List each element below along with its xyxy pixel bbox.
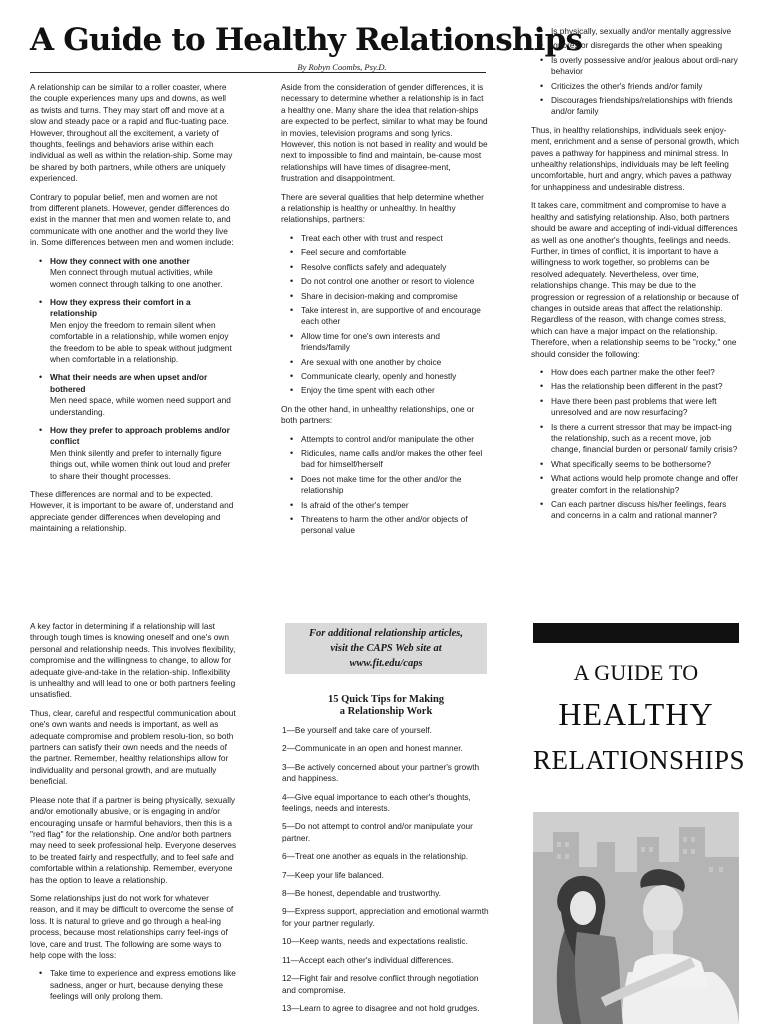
- tip-item: 7—Keep your life balanced.: [282, 869, 384, 880]
- tip-item: 3—Be actively concerned about your partner's growth and happiness.: [282, 761, 480, 784]
- list-item: • Have there been past problems that were left unresolved and are now resurfacing?: [551, 396, 741, 419]
- column-4: [30, 621, 238, 1024]
- list-item: • Is afraid of the other's temper: [301, 500, 489, 511]
- list-item: • Share in decision-making and compromise: [301, 291, 489, 302]
- page-title: A Guide to Healthy Relationships: [30, 22, 583, 58]
- questions-list: [531, 367, 741, 522]
- list-item: • Enjoy the time spent with each other: [301, 385, 489, 396]
- caps-url: www.fit.edu/caps: [349, 658, 423, 669]
- list-item-heading: • What their needs are when upset and/or bothered: [50, 372, 208, 394]
- paragraph: Thus, clear, careful and respectful communication about one's own wants and needs is important, as well as adequate compromise and problem resolu-tion, so both partners can satisfy their own needs and the needs of the partner. Remember, healthy relationships allow for individuality and personal growth, and are mutually beneficial.: [30, 707, 236, 787]
- byline: By Robyn Coombs, Psy.D.: [297, 62, 387, 72]
- cover-title-line: RELATIONSHIPS: [533, 745, 746, 775]
- list-item: • Discourages friendships/relationships with friends and/or family: [551, 95, 741, 118]
- paragraph: A relationship can be similar to a roller coaster, where the couple experiences many ups and downs, as well as twists and turns. They may start off and move at a slow and steady pace or a rapid and fluc-tuating pace. However, throughout all the excitement, a variety of thoughts, feelings and behaviors arise within each individual as well as within the relation-ship. Some may be shared by both partners, while others are uniquely experienced.: [30, 82, 233, 184]
- tip-item: 13—Learn to agree to disagree and not hold grudges.: [282, 1002, 480, 1013]
- paragraph: Some relationships just do not work for whatever reason, and it may be difficult to overcome the sense of loss. It is natural to grieve and go through a heal-ing process, because most relationships carry feel-ings of love, care and trust. The following are some ways to help cope with the loss:: [30, 892, 234, 960]
- list-item: • How does each partner make the other feel?: [551, 367, 741, 378]
- paragraph: Aside from the consideration of gender differences, it is necessary to determine whether a relationship is in fact a healthy one. Many share the idea that relation-ships are expected to be perfect, similar to what may be found in movies, television programs and song lyrics. However, this notion is not based in reality and would be next to impossible to find and maintain, be-cause most relationships will have times of disagree-ment, frustration and disappointment.: [281, 82, 488, 184]
- tips-heading: [285, 694, 487, 718]
- list-item: • Are sexual with one another by choice: [301, 357, 489, 368]
- paragraph: A key factor in determining if a relationship will last through tough times is knowing oneself and one's own personal and relationship needs. This involves flexibility, compromise and the willingness to change, to allow for adequate give-and-take in the relation-ship. Inflexibility is unhealthy and will lead to one or both partners feeling unsatisfied.: [30, 621, 236, 700]
- list-item: • Treat each other with trust and respect: [301, 233, 489, 244]
- list-item: • Has the relationship been different in the past?: [551, 381, 741, 392]
- tip-item: 2—Communicate in an open and honest manner.: [282, 743, 463, 754]
- tips-heading-line: 15 Quick Tips for Making: [327, 694, 445, 705]
- list-item: • Can each partner discuss his/her feelings, fears and concerns in a calm and rational manner?: [551, 499, 741, 522]
- paragraph: It takes care, commitment and compromise to have a healthy and satisfying relationship. Also, both partners should be aware and accepting of indi-vidual differences as well as one another's thoughts, feelings and needs. Further, in times of conflict, it is important to have a willingness to work together, so problems can be resolved adequately. Nevertheless, over time, relationships change. This may be due to the progression or regression of a relationship or because of changes in outside areas that affect the relationship. Regardless of the reason, with change comes stress, which can have a major impact on the relationship. Therefore, when a relationship seems to be "rocky," one should consider the following:: [531, 200, 739, 359]
- list-item: • Do not control one another or resort to violence: [301, 276, 489, 287]
- tip-item: 5—Do not attempt to control and/or manipulate your partner.: [282, 821, 473, 843]
- list-item-heading: • How they connect with one another: [50, 255, 190, 266]
- list-item: • Ignores or disregards the other when speaking: [551, 40, 741, 51]
- list-item: [50, 425, 236, 482]
- list-item: • Take interest in, are supportive of and encourage each other: [301, 305, 489, 328]
- list-item: • Ridicules, name calls and/or makes the other feel bad for himself/herself: [301, 448, 489, 471]
- cover-bar: [533, 623, 739, 643]
- cover-title-line: A GUIDE TO: [573, 660, 699, 685]
- tip-item: 11—Accept each other's individual differences.: [282, 954, 454, 965]
- list-item: • Criticizes the other's friends and/or family: [551, 81, 741, 92]
- list-item: • Resolve conflicts safely and adequately: [301, 262, 489, 273]
- list-item: • Is physically, sexually and/or mentally aggressive: [551, 26, 741, 37]
- tip-item: 12—Fight fair and resolve conflict through negotiation and compromise.: [282, 973, 479, 995]
- paragraph: These differences are normal and to be expected. However, it is important to be aware of, understand and appreciate gender differences when developing and maintaining a relationship.: [30, 489, 234, 534]
- list-item-heading: • How they express their comfort in a relationship: [50, 296, 191, 319]
- gender-differences-list: [30, 256, 236, 482]
- title-rule: [30, 72, 486, 73]
- tip-item: 6—Treat one another as equals in the relationship.: [282, 851, 469, 862]
- healthy-qualities-list: [281, 233, 489, 397]
- caps-line: For additional relationship articles,: [308, 628, 464, 639]
- list-item: • Allow time for one's own interests and friends/family: [301, 331, 489, 354]
- list-item: • Take time to experience and express emotions like sadness, anger or hurt, because denying these feelings will only prolong them.: [50, 968, 238, 1002]
- paragraph: Contrary to popular belief, men and women are not from different planets. However, gender differences do exist in the manner that men and women relate to, and communicate with one another and the world they live in. Some differences between men and women include:: [30, 191, 234, 248]
- list-item: [50, 372, 236, 418]
- tip-item: 4—Give equal importance to each other's thoughts, feelings, needs and interests.: [282, 791, 471, 814]
- list-item: • Does not make time for the other and/or the relationship: [301, 474, 489, 497]
- paragraph: On the other hand, in unhealthy relationships, one or both partners:: [281, 403, 475, 426]
- list-item: • Is overly possessive and/or jealous about ordi-nary behavior: [551, 55, 741, 78]
- unhealthy-qualities-list: [281, 434, 489, 537]
- list-item-body: Men enjoy the freedom to remain silent when comfortable in a relationship, while women enjoy the freedom to be able to speak without judgment when comfortable in a relationship.: [50, 319, 232, 364]
- list-item-body: Men connect through mutual activities, while women connect through talking to one another.: [50, 267, 223, 289]
- list-item: • What actions would help promote change and offer greater comfort in the relationship?: [551, 473, 741, 496]
- couple-illustration: [533, 812, 739, 1024]
- tips-list: [282, 725, 492, 1021]
- tip-item: 10—Keep wants, needs and expectations realistic.: [282, 936, 468, 947]
- list-item: [50, 256, 236, 290]
- caps-line: visit the CAPS Web site at: [330, 643, 442, 654]
- tip-item: 8—Be honest, dependable and trustworthy.: [282, 888, 441, 899]
- list-item: [50, 297, 236, 365]
- column-1: [30, 82, 236, 542]
- unhealthy-qualities-list-cont: [531, 26, 741, 118]
- list-item: • What specifically seems to be bothersome?: [551, 459, 741, 470]
- column-2: [281, 82, 489, 544]
- list-item: • Attempts to control and/or manipulate the other: [301, 434, 489, 445]
- list-item-body: Men think silently and prefer to internally figure things out, while women think out loud and prefer to share their thought processes.: [50, 447, 231, 481]
- list-item: • Feel secure and comfortable: [301, 247, 489, 258]
- coping-list: [30, 968, 238, 1002]
- list-item-heading: • How they prefer to approach problems and/or conflict: [50, 424, 230, 447]
- tip-item: 9—Express support, appreciation and emotional warmth for your partner regularly.: [282, 906, 489, 928]
- cover-title-line: HEALTHY: [558, 696, 714, 732]
- list-item-body: Men need space, while women need support and understanding.: [50, 395, 231, 417]
- paragraph: Please note that if a partner is being physically, sexually and/or emotionally abusive, or is engaging in and/or encouraging unsafe or harmful behaviors, then this is a "red flag" for the relationship. One and/or both partners may need to seek professional help. Everyone deserves to be treated fairly and respectfully, and to feel safe and comfortable within a relationship. Remember, everyone has the option to leave a relationship.: [30, 794, 237, 885]
- list-item: • Is there a current stressor that may be impact-ing the relationship, such as a recent move, job change, financial burden or personal/ family crisis?: [551, 422, 741, 456]
- caps-info-box: [285, 623, 487, 674]
- list-item: • Communicate clearly, openly and honestly: [301, 371, 489, 382]
- paragraph: There are several qualities that help determine whether a relationship is healthy or unhealthy. In healthy relationships, partners:: [281, 191, 484, 225]
- tips-heading-line: a Relationship Work: [339, 706, 433, 717]
- column-3: [531, 26, 741, 529]
- tip-item: 1—Be yourself and take care of yourself.: [282, 725, 432, 735]
- paragraph: Thus, in healthy relationships, individuals seek enjoy-ment, enrichment and a sense of personal growth, which paves a pathway for happiness and minimal stress. In unhealthy relationships, individuals may be left feeling uncomfortable, hurt and angry, which paves a pathway for unhappiness and undesirable distress.: [531, 124, 739, 192]
- list-item: • Threatens to harm the other and/or objects of personal value: [301, 514, 489, 537]
